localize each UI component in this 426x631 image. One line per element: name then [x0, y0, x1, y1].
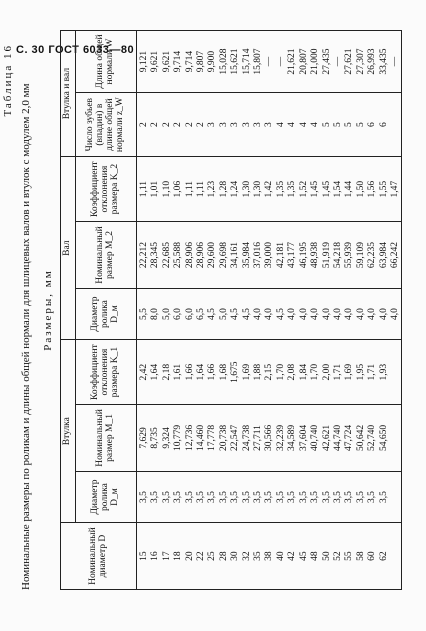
table-cell: 32 — [241, 551, 252, 561]
table-cell: 24,738 — [241, 424, 252, 452]
table-cell: 28,906 — [196, 241, 207, 269]
table-cell: 21,621 — [287, 48, 298, 75]
table-cell: 3,5 — [275, 491, 286, 503]
table-cell: 1,61 — [173, 363, 184, 381]
table-cell: 3,5 — [367, 491, 378, 503]
col-zw-values — [137, 93, 402, 157]
table-cell: 1,69 — [241, 363, 252, 381]
table-cell: 4,0 — [367, 308, 378, 320]
table-cell: 2,00 — [321, 363, 332, 381]
table-title: Номинальные размеры по роликам и длины общей нормали для шлицевых валов и втулок с модулем 2,0 мм — [20, 83, 32, 590]
table-cell: 1,56 — [367, 180, 378, 198]
table-cell: 27,435 — [321, 48, 332, 75]
table-cell: 55,939 — [344, 241, 355, 269]
table-cell: 4,0 — [253, 308, 264, 320]
table-cell: 6 — [367, 122, 378, 128]
table-cell: 6,5 — [196, 308, 207, 320]
table-cell: 4 — [298, 122, 309, 128]
table-cell: 9,621 — [150, 50, 161, 73]
table-cell: 52 — [332, 551, 343, 561]
table-cell: 25 — [207, 551, 218, 561]
table-cell: 4 — [287, 122, 298, 128]
col-header-zw: Число зубьев (впадин) в длине общей нормали z_W — [76, 93, 137, 157]
group-header-shaft: Вал — [61, 157, 76, 340]
table-cell: 3,5 — [298, 491, 309, 503]
table-cell: 1,64 — [150, 363, 161, 381]
table-cell: 1,45 — [321, 180, 332, 198]
table-cell — [390, 525, 401, 587]
table-cell: 4,5 — [241, 308, 252, 320]
table-cell: 42,621 — [321, 424, 332, 452]
col-header-k1: Коэффициент отклонения размера K_1 — [76, 340, 137, 405]
table-cell: 16 — [150, 551, 161, 561]
table-cell: 50,642 — [355, 424, 366, 452]
table-cell: 5 — [355, 122, 366, 128]
table-cell: 3 — [264, 122, 275, 128]
table-cell: 22 — [196, 551, 207, 561]
table-cell: 59,109 — [355, 241, 366, 269]
table-cell: 44,740 — [332, 424, 343, 452]
table-cell: 22,685 — [161, 241, 172, 269]
table-cell: 3 — [230, 122, 241, 128]
table-cell: 40,740 — [310, 424, 321, 452]
table-cell: 55 — [344, 551, 355, 561]
col-header-roller-d-bushing: Диаметр ролика D_м — [76, 471, 137, 522]
group-header-bushing: Втулка — [61, 340, 76, 523]
table-cell: 4,0 — [355, 308, 366, 320]
table-cell: 1,30 — [241, 180, 252, 198]
table-cell: 1,28 — [218, 180, 229, 198]
table-cell: 29,698 — [218, 241, 229, 269]
table-cell: 4,0 — [389, 308, 400, 320]
table-cell: 3,5 — [332, 491, 343, 503]
table-cell: 1,45 — [310, 180, 321, 198]
table-cell: 3 — [207, 122, 218, 128]
table-cell: 12,736 — [184, 424, 195, 452]
table-cell: 9,121 — [139, 50, 149, 73]
table-cell: 66,242 — [389, 241, 400, 269]
table-cell: 2 — [150, 122, 161, 128]
table-cell: 1,10 — [161, 180, 172, 198]
table-cell: 1,88 — [253, 363, 264, 381]
table-cell: 20 — [184, 551, 195, 561]
table-cell: 39,000 — [264, 241, 275, 269]
table-cell: 52,740 — [367, 424, 378, 452]
table-cell: 1,24 — [230, 180, 241, 198]
table-cell: 4 — [275, 122, 286, 128]
table-cell: 4,0 — [310, 308, 321, 320]
table-cell: 35 — [253, 551, 264, 561]
table-cell: 6 — [378, 122, 389, 128]
table-cell: — — [275, 56, 286, 67]
table-cell: 4,0 — [321, 308, 332, 320]
col-header-d: Номинальный диаметр D — [61, 523, 137, 590]
table-cell: 2 — [184, 122, 195, 128]
table-cell: 62,235 — [367, 241, 378, 269]
table-cell: 15,714 — [241, 48, 252, 75]
table-cell: 1,70 — [275, 363, 286, 381]
table-cell: 1,23 — [207, 180, 218, 198]
table-cell — [390, 474, 401, 520]
table-cell: 1,30 — [253, 180, 264, 198]
table-cell: 35,984 — [241, 241, 252, 269]
table-cell: 1,93 — [378, 363, 389, 381]
table-cell: 3,5 — [207, 491, 218, 503]
table-cell: 1,66 — [184, 363, 195, 381]
table-cell: — — [264, 56, 275, 67]
table-cell: 47,724 — [344, 424, 355, 452]
table-cell: 22,547 — [230, 424, 241, 452]
table-cell: 15,807 — [253, 48, 264, 75]
table-cell: 54,218 — [332, 241, 343, 269]
table-cell: 1,42 — [264, 180, 275, 198]
table-cell: 28,345 — [150, 241, 161, 269]
table-cell: 1,11 — [184, 181, 195, 198]
table-cell: 3,5 — [321, 491, 332, 503]
table-cell: 4,0 — [264, 308, 275, 320]
table-cell: 46,195 — [298, 241, 309, 269]
table-cell: 3,5 — [253, 491, 264, 503]
table-cell: 5 — [321, 122, 332, 128]
table-cell: 27,307 — [355, 48, 366, 75]
table-cell — [390, 407, 401, 469]
table-cell: 3,5 — [173, 491, 184, 503]
table-cell: 3,5 — [196, 491, 207, 503]
table-cell: 27,621 — [344, 48, 355, 75]
table-cell: 63,984 — [378, 241, 389, 269]
table-cell: 14,460 — [196, 424, 207, 452]
col-m2-values — [137, 222, 402, 289]
table-cell: 2 — [196, 122, 207, 128]
table-cell: 9,621 — [161, 50, 172, 73]
table-cell: 3,5 — [310, 491, 321, 503]
table-cell: 22,212 — [139, 241, 149, 269]
table-cell: 1,35 — [287, 180, 298, 198]
table-cell: 29,600 — [207, 241, 218, 269]
table-cell: 1,44 — [344, 180, 355, 198]
col-m1-values — [137, 405, 402, 472]
table-cell: 15,028 — [218, 48, 229, 75]
dimensions-table — [60, 30, 402, 590]
table-cell: 3,5 — [264, 491, 275, 503]
table-cell: 6,0 — [184, 308, 195, 320]
table-subtitle: Размеры, мм — [42, 269, 54, 351]
table-cell: 42,181 — [275, 241, 286, 269]
group-header-bushing-shaft: Втулка и вал — [61, 31, 76, 157]
table-cell: 34,589 — [287, 424, 298, 452]
table-cell: 33,435 — [378, 48, 389, 75]
table-cell: 1,95 — [355, 363, 366, 381]
table-cell: 4,0 — [298, 308, 309, 320]
table-cell: 10,779 — [173, 424, 184, 452]
table-cell: 3 — [253, 122, 264, 128]
table-cell: 9,900 — [207, 50, 218, 73]
table-cell: 48,938 — [310, 241, 321, 269]
table-cell: 15 — [139, 551, 149, 561]
col-k1-values — [137, 340, 402, 405]
table-cell: 3,5 — [139, 491, 149, 503]
table-cell: 17 — [161, 551, 172, 561]
table-cell: 3,5 — [355, 491, 366, 503]
table-cell: 25,588 — [173, 241, 184, 269]
table-cell: 26,993 — [367, 48, 378, 75]
table-cell: 2,18 — [161, 363, 172, 381]
table-cell: 1,70 — [310, 363, 321, 381]
table-cell: 3,5 — [378, 491, 389, 503]
table-cell: 60 — [367, 551, 378, 561]
table-cell: 1,06 — [173, 180, 184, 198]
table-cell: 2 — [173, 122, 184, 128]
table-cell: 3,5 — [287, 491, 298, 503]
table-cell: 9,324 — [161, 427, 172, 449]
table-cell: 50 — [321, 551, 332, 561]
table-cell: 8,0 — [150, 308, 161, 320]
table-cell: 51,919 — [321, 241, 332, 269]
table-cell: 8,735 — [150, 427, 161, 449]
col-w-values — [137, 31, 402, 93]
table-cell: 2 — [139, 122, 149, 128]
table-cell: 1,54 — [332, 180, 343, 198]
table-cell: 3,5 — [161, 491, 172, 503]
table-cell: 43,177 — [287, 241, 298, 269]
rotated-table-block — [2, 30, 410, 590]
table-cell: 62 — [378, 551, 389, 561]
table-cell — [390, 342, 401, 402]
table-cell: 20,807 — [298, 48, 309, 75]
table-label: Таблица 16 — [2, 44, 14, 117]
table-cell: 1,11 — [196, 181, 207, 198]
col-header-roller-d-shaft: Диаметр ролика D_м — [76, 288, 137, 339]
table-cell: 2,42 — [139, 363, 149, 381]
table-cell: 20,738 — [218, 424, 229, 452]
table-cell: 1,69 — [344, 363, 355, 381]
table-cell: 40 — [275, 551, 286, 561]
table-cell: 48 — [310, 551, 321, 561]
table-cell: 15,621 — [230, 48, 241, 75]
table-cell: 27,711 — [253, 425, 264, 451]
table-cell: 30,566 — [264, 424, 275, 452]
table-cell: 2 — [161, 122, 172, 128]
col-header-k2: Коэффициент отклонения размера K_2 — [76, 157, 137, 222]
col-header-w: Длина общей нормали W — [76, 31, 137, 93]
table-cell: 3 — [241, 122, 252, 128]
col-header-nominal-m1: Номинальный размер M_1 — [76, 405, 137, 472]
table-cell: 18 — [173, 551, 184, 561]
table-cell: 5 — [344, 122, 355, 128]
table-cell: 54,650 — [378, 424, 389, 452]
table-cell: 3,5 — [218, 491, 229, 503]
col-d-values — [137, 523, 402, 590]
table-cell: 9,807 — [196, 50, 207, 73]
table-cell: 1,52 — [298, 180, 309, 198]
table-cell: 1,01 — [150, 180, 161, 198]
table-cell: 30 — [230, 551, 241, 561]
table-cell: 34,161 — [230, 241, 241, 269]
table-cell: 42 — [287, 551, 298, 561]
table-cell: 1,71 — [332, 363, 343, 381]
col-header-nominal-m2: Номинальный размер M_2 — [76, 222, 137, 289]
table-cell: 1,55 — [378, 180, 389, 198]
table-cell: 3,5 — [184, 491, 195, 503]
table-cell: 4,5 — [275, 308, 286, 320]
table-cell: 1,71 — [367, 363, 378, 381]
table-cell: 37,604 — [298, 424, 309, 452]
table-cell: 28 — [218, 551, 229, 561]
table-cell: 58 — [355, 551, 366, 561]
table-cell: 28,906 — [184, 241, 195, 269]
table-cell: 1,11 — [139, 181, 149, 198]
table-cell: 4,0 — [378, 308, 389, 320]
table-cell: 3,5 — [344, 491, 355, 503]
table-cell: 2,08 — [287, 363, 298, 381]
table-cell: 38 — [264, 551, 275, 561]
table-cell: 4,0 — [287, 308, 298, 320]
table-cell: 21,000 — [310, 48, 321, 75]
table-cell: 2,15 — [264, 363, 275, 381]
page-header: С. 30 ГОСТ 6033—80 — [16, 44, 135, 56]
table-cell: 9,714 — [184, 50, 195, 73]
table-cell: 5,0 — [161, 308, 172, 320]
table-cell: 17,778 — [207, 424, 218, 452]
table-cell: 3 — [218, 122, 229, 128]
table-cell: 1,66 — [207, 363, 218, 381]
table-cell: 7,629 — [139, 427, 149, 449]
table-cell: 3,5 — [241, 491, 252, 503]
table-cell: 4 — [310, 122, 321, 128]
table-cell — [390, 95, 401, 154]
table-cell: 4,0 — [332, 308, 343, 320]
table-cell: 45 — [298, 551, 309, 561]
table-cell: 5,5 — [139, 308, 149, 320]
table-cell: 1,64 — [196, 363, 207, 381]
table-cell: 6,0 — [173, 308, 184, 320]
table-cell: 3,5 — [230, 491, 241, 503]
table-cell: 1,84 — [298, 363, 309, 381]
table-cell: — — [389, 56, 400, 67]
table-cell: 1,47 — [389, 180, 400, 198]
table-cell: 32,239 — [275, 424, 286, 452]
table-cell: 37,016 — [253, 241, 264, 269]
table-cell: 1,675 — [230, 361, 241, 383]
col-roller-bushing-values — [137, 471, 402, 522]
table-cell: 3,5 — [150, 491, 161, 503]
table-cell: 1,35 — [275, 180, 286, 198]
table-cell: — — [332, 56, 343, 67]
table-cell: 5 — [332, 122, 343, 128]
col-k2-values — [137, 157, 402, 222]
table-cell: 5,0 — [218, 308, 229, 320]
table-cell: 4,5 — [230, 308, 241, 320]
table-cell: 4,5 — [207, 308, 218, 320]
table-cell: 4,0 — [344, 308, 355, 320]
table-cell: 1,50 — [355, 180, 366, 198]
col-roller-shaft-values — [137, 288, 402, 339]
table-cell: 9,714 — [173, 50, 184, 73]
table-cell: 1,68 — [218, 363, 229, 381]
